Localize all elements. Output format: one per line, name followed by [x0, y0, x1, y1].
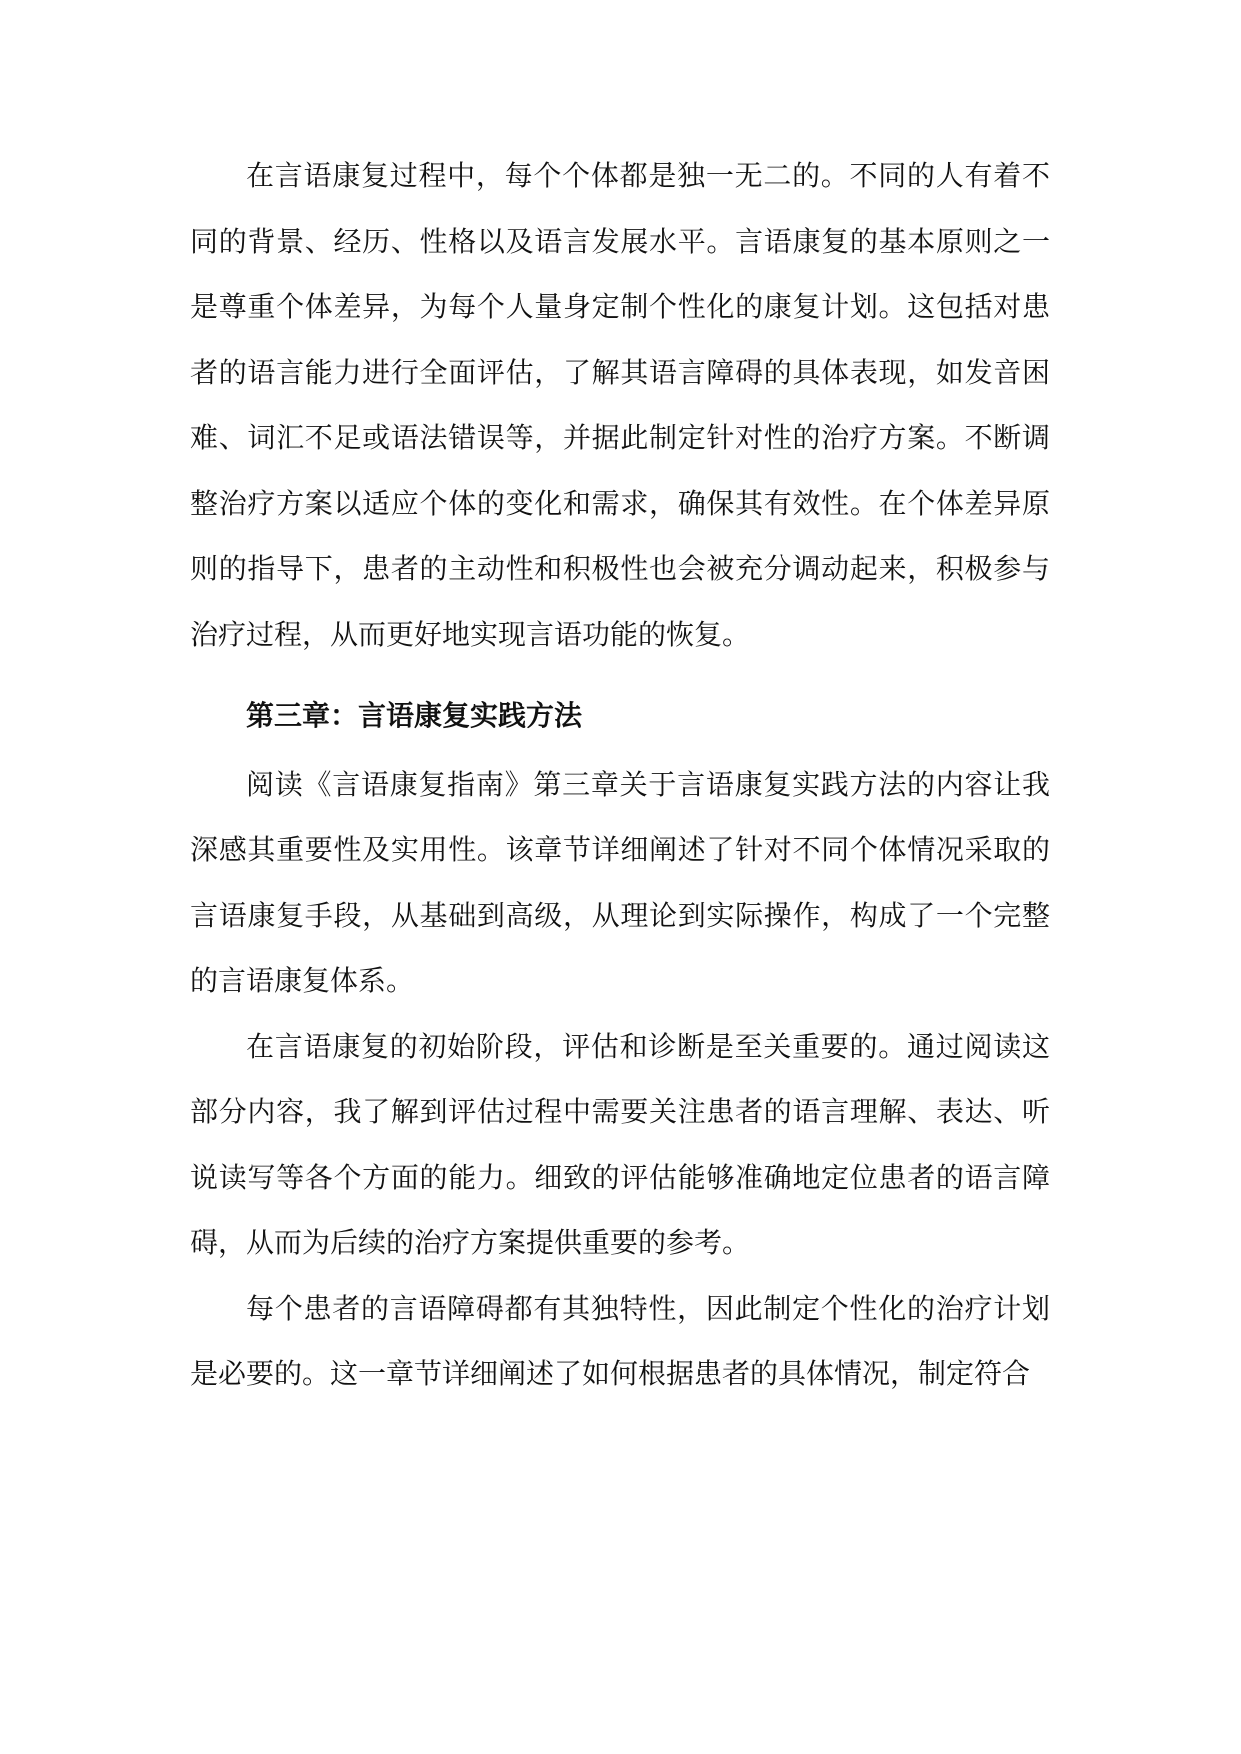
document-body: [190, 143, 1050, 1407]
body-paragraph: 每个患者的言语障碍都有其独特性，因此制定个性化的治疗计划是必要的。这一章节详细阐述了如何根据患者的具体情况，制定符合: [190, 1291, 1050, 1390]
chapter-heading: 第三章：言语康复实践方法: [246, 699, 583, 732]
body-paragraph: 阅读《言语康复指南》第三章关于言语康复实践方法的内容让我深感其重要性及实用性。该章节详细阐述了针对不同个体情况采取的言语康复手段，从基础到高级，从理论到实际操作，构成了一个完整的言语康复体系。: [190, 767, 1050, 997]
body-paragraph: 在言语康复的初始阶段，评估和诊断是至关重要的。通过阅读这部分内容，我了解到评估过程中需要关注患者的语言理解、表达、听说读写等各个方面的能力。细致的评估能够准确地定位患者的语言障碍，从而为后续的治疗方案提供重要的参考。: [190, 1029, 1050, 1259]
body-paragraph: 在言语康复过程中，每个个体都是独一无二的。不同的人有着不同的背景、经历、性格以及语言发展水平。言语康复的基本原则之一是尊重个体差异，为每个人量身定制个性化的康复计划。这包括对患者的语言能力进行全面评估，了解其语言障碍的具体表现，如发音困难、词汇不足或语法错误等，并据此制定针对性的治疗方案。不断调整治疗方案以适应个体的变化和需求，确保其有效性。在个体差异原则的指导下，患者的主动性和积极性也会被充分调动起来，积极参与治疗过程，从而更好地实现言语功能的恢复。: [190, 159, 1050, 651]
